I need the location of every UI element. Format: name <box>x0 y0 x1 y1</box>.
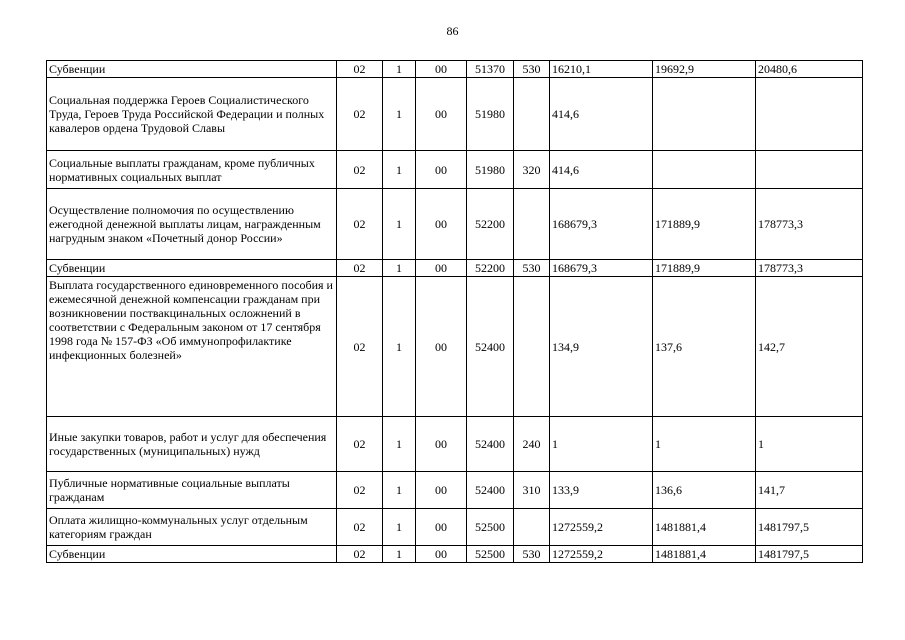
row-name: Оплата жилищно-коммунальных услуг отдельным категориям граждан <box>47 509 337 546</box>
code-target-article: 52200 <box>467 260 514 277</box>
amount-year-3: 178773,3 <box>756 189 863 260</box>
code-program: 00 <box>416 61 467 78</box>
table-row <box>47 189 863 260</box>
amount-year-1: 414,6 <box>550 78 653 151</box>
code-expense-type <box>514 78 550 151</box>
row-name: Осуществление полномочия по осуществлению ежегодной денежной выплаты лицам, награжденным нагрудным знаком «Почетный донор России» <box>47 189 337 260</box>
row-name: Субвенции <box>47 260 337 277</box>
amount-year-2: 1481881,4 <box>653 546 756 563</box>
amount-year-2: 171889,9 <box>653 260 756 277</box>
code-target-article: 52200 <box>467 189 514 260</box>
code-expense-type: 530 <box>514 546 550 563</box>
amount-year-3: 142,7 <box>756 277 863 417</box>
code-program: 00 <box>416 78 467 151</box>
code-subsection: 1 <box>383 151 416 189</box>
code-target-article: 52400 <box>467 417 514 472</box>
code-program: 00 <box>416 260 467 277</box>
code-section: 02 <box>337 61 383 78</box>
code-expense-type: 240 <box>514 417 550 472</box>
amount-year-1: 1272559,2 <box>550 509 653 546</box>
code-expense-type: 530 <box>514 61 550 78</box>
row-name: Иные закупки товаров, работ и услуг для обеспечения государственных (муниципальных) нужд <box>47 417 337 472</box>
code-section: 02 <box>337 472 383 509</box>
code-section: 02 <box>337 151 383 189</box>
code-expense-type <box>514 509 550 546</box>
row-name: Публичные нормативные социальные выплаты гражданам <box>47 472 337 509</box>
amount-year-2 <box>653 78 756 151</box>
amount-year-2 <box>653 151 756 189</box>
code-subsection: 1 <box>383 61 416 78</box>
row-name: Выплата государственного единовременного пособия и ежемесячной денежной компенсации гражданам при возникновении поствакцинальных осложнений в соответствии с Федеральным законом от 17 сентября 1998 года № 157-ФЗ «Об иммунопрофилактике инфекционных болезней» <box>47 277 337 417</box>
code-target-article: 52500 <box>467 546 514 563</box>
amount-year-2: 137,6 <box>653 277 756 417</box>
code-program: 00 <box>416 546 467 563</box>
code-program: 00 <box>416 277 467 417</box>
table-row <box>47 260 863 277</box>
code-subsection: 1 <box>383 78 416 151</box>
amount-year-2: 1 <box>653 417 756 472</box>
amount-year-3: 20480,6 <box>756 61 863 78</box>
amount-year-2: 171889,9 <box>653 189 756 260</box>
amount-year-3: 1 <box>756 417 863 472</box>
amount-year-3: 178773,3 <box>756 260 863 277</box>
code-subsection: 1 <box>383 260 416 277</box>
amount-year-1: 168679,3 <box>550 189 653 260</box>
budget-table <box>46 60 863 563</box>
code-program: 00 <box>416 472 467 509</box>
amount-year-1: 168679,3 <box>550 260 653 277</box>
table-row <box>47 546 863 563</box>
amount-year-3 <box>756 151 863 189</box>
table-row <box>47 78 863 151</box>
code-section: 02 <box>337 417 383 472</box>
code-target-article: 52500 <box>467 509 514 546</box>
code-expense-type <box>514 277 550 417</box>
table-row <box>47 61 863 78</box>
table-row <box>47 277 863 417</box>
row-name: Субвенции <box>47 61 337 78</box>
code-section: 02 <box>337 509 383 546</box>
code-subsection: 1 <box>383 277 416 417</box>
code-section: 02 <box>337 78 383 151</box>
code-subsection: 1 <box>383 546 416 563</box>
code-section: 02 <box>337 546 383 563</box>
amount-year-1: 1272559,2 <box>550 546 653 563</box>
code-program: 00 <box>416 151 467 189</box>
code-target-article: 52400 <box>467 472 514 509</box>
code-target-article: 51980 <box>467 78 514 151</box>
code-subsection: 1 <box>383 189 416 260</box>
code-target-article: 52400 <box>467 277 514 417</box>
amount-year-2: 19692,9 <box>653 61 756 78</box>
amount-year-3 <box>756 78 863 151</box>
amount-year-1: 134,9 <box>550 277 653 417</box>
table-row <box>47 509 863 546</box>
amount-year-1: 16210,1 <box>550 61 653 78</box>
amount-year-1: 133,9 <box>550 472 653 509</box>
code-target-article: 51980 <box>467 151 514 189</box>
table-row <box>47 472 863 509</box>
amount-year-1: 1 <box>550 417 653 472</box>
code-section: 02 <box>337 189 383 260</box>
code-section: 02 <box>337 277 383 417</box>
code-expense-type: 530 <box>514 260 550 277</box>
amount-year-3: 1481797,5 <box>756 509 863 546</box>
code-expense-type <box>514 189 550 260</box>
code-program: 00 <box>416 189 467 260</box>
code-expense-type: 320 <box>514 151 550 189</box>
row-name: Социальные выплаты гражданам, кроме публичных нормативных социальных выплат <box>47 151 337 189</box>
page-number: 86 <box>446 24 459 38</box>
code-section: 02 <box>337 260 383 277</box>
code-subsection: 1 <box>383 509 416 546</box>
amount-year-1: 414,6 <box>550 151 653 189</box>
code-expense-type: 310 <box>514 472 550 509</box>
table-row <box>47 417 863 472</box>
row-name: Социальная поддержка Героев Социалистического Труда, Героев Труда Российской Федерации и полных кавалеров ордена Трудовой Славы <box>47 78 337 151</box>
row-name: Субвенции <box>47 546 337 563</box>
code-program: 00 <box>416 417 467 472</box>
amount-year-3: 1481797,5 <box>756 546 863 563</box>
table-row <box>47 151 863 189</box>
code-target-article: 51370 <box>467 61 514 78</box>
code-program: 00 <box>416 509 467 546</box>
code-subsection: 1 <box>383 417 416 472</box>
amount-year-2: 136,6 <box>653 472 756 509</box>
amount-year-2: 1481881,4 <box>653 509 756 546</box>
amount-year-3: 141,7 <box>756 472 863 509</box>
code-subsection: 1 <box>383 472 416 509</box>
